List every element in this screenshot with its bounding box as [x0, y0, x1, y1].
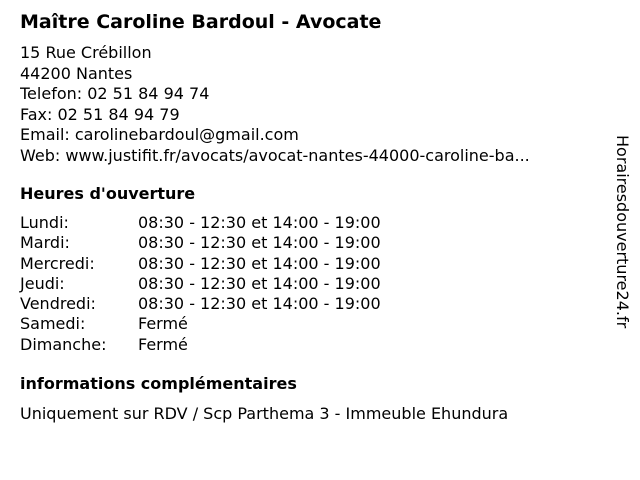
- hours-row: [20, 335, 381, 355]
- email-address: Email: carolinebardoul@gmail.com: [20, 125, 299, 144]
- hours-row: [20, 233, 381, 253]
- page-title: Maître Caroline Bardoul - Avocate: [20, 11, 382, 33]
- time-value: 08:30 - 12:30 et 14:00 - 19:00: [138, 233, 381, 253]
- fax-number: Fax: 02 51 84 94 79: [20, 104, 180, 124]
- day-label: Dimanche:: [20, 334, 107, 354]
- opening-hours-heading: Heures d'ouverture: [20, 184, 196, 203]
- hours-row: [20, 274, 381, 294]
- hours-row: [20, 213, 381, 233]
- time-value: 08:30 - 12:30 et 14:00 - 19:00: [138, 253, 381, 273]
- site-watermark: Horairesdouverture24.fr: [613, 135, 632, 329]
- day-label: Lundi:: [20, 213, 69, 232]
- time-value: 08:30 - 12:30 et 14:00 - 19:00: [138, 213, 381, 232]
- time-value: 08:30 - 12:30 et 14:00 - 19:00: [138, 273, 381, 293]
- day-label: Mercredi:: [20, 253, 95, 273]
- contact-block: [20, 43, 600, 166]
- time-value: 08:30 - 12:30 et 14:00 - 19:00: [138, 294, 381, 314]
- address-street: 15 Rue Crébillon: [20, 43, 152, 62]
- website-link: Web: www.justifit.fr/avocats/avocat-nantes-44000-caroline-ba...: [20, 145, 530, 165]
- hours-row: [20, 294, 381, 314]
- additional-info-heading: informations complémentaires: [20, 374, 297, 393]
- day-label: Samedi:: [20, 314, 86, 334]
- time-value: Fermé: [138, 334, 188, 354]
- address-city: 44200 Nantes: [20, 63, 133, 83]
- time-value: Fermé: [138, 314, 188, 334]
- hours-row: [20, 254, 381, 274]
- hours-row: [20, 314, 381, 334]
- day-label: Mardi:: [20, 233, 70, 253]
- day-label: Vendredi:: [20, 294, 96, 314]
- phone-number: Telefon: 02 51 84 94 74: [20, 84, 210, 103]
- day-label: Jeudi:: [20, 273, 65, 293]
- opening-hours-list: [20, 213, 381, 355]
- additional-info-text: Uniquement sur RDV / Scp Parthema 3 - Immeuble Ehundura: [20, 404, 509, 423]
